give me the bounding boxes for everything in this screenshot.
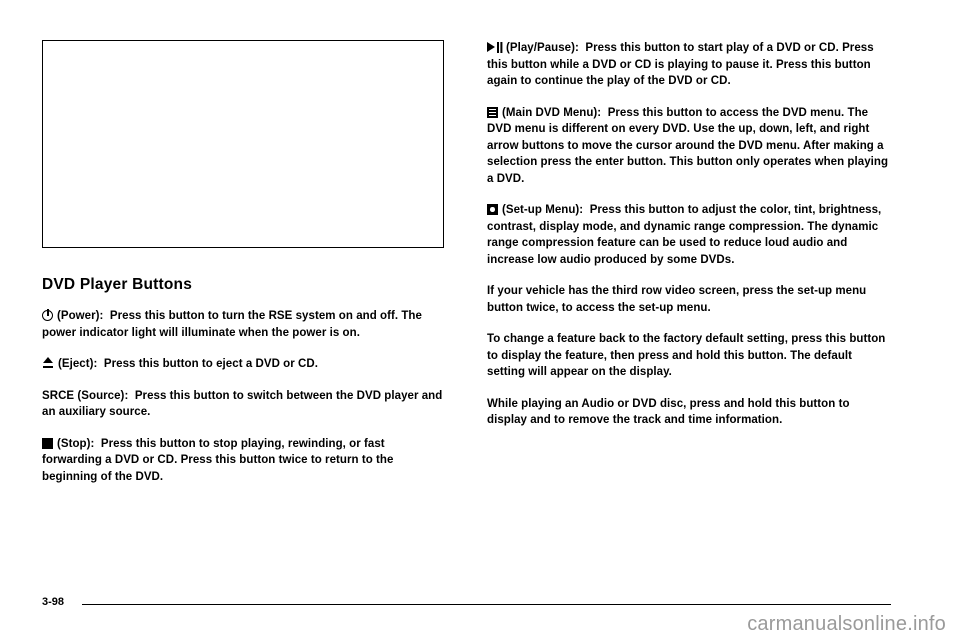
left-column [42,40,446,500]
entry-main-dvd-menu-label: (Main DVD Menu): [502,106,602,119]
entry-eject-label: (Eject): [58,358,98,370]
dvd-player-illustration [42,40,444,248]
entry-play-pause [487,40,891,90]
paragraph-factory-default: To change a feature back to the factory default setting, press this button to display the feature, then press and hold this button. The default setting will appear on the display. [487,333,886,378]
entry-set-up-menu-label: (Set-up Menu): [502,204,584,216]
footer-divider [82,604,891,605]
entry-source-text: Press this button to switch between the DVD player and an auxiliary source. [42,389,443,418]
entry-source [42,388,446,421]
entry-play-pause-label: (Play/Pause): [506,42,579,54]
entry-stop-label: (Stop): [57,437,95,450]
entry-play-pause-text: Press this button to start play of a DVD or CD. Press this button while a DVD or CD is playing to pause it. Press this button again to continue the play of the DVD or CD. [487,42,874,87]
entry-main-dvd-menu-text: Press this button to access the DVD menu. The DVD menu is different on every DVD. Use the up, down, left, and right arrow buttons to move the cursor around the DVD menu. After making a selection press the enter button. This button only operates when playing a DVD. [487,106,889,185]
entry-power-label: (Power): [57,310,104,322]
paragraph-third-row-screen: If your vehicle has the third row video screen, press the set-up menu button twice, to access the set-up menu. [487,285,867,314]
watermark: carmanualsonline.info [747,613,946,635]
power-icon [42,310,53,321]
entry-main-dvd-menu [487,105,891,188]
entry-stop [42,436,446,486]
entry-eject [42,356,446,373]
entry-power [42,308,446,341]
entry-power-text: Press this button to turn the RSE system on and off. The power indicator light will illuminate when the power is on. [42,310,422,339]
stop-icon [42,438,53,449]
page-number: 3-98 [42,596,65,608]
entry-stop-text: Press this button to stop playing, rewinding, or fast forwarding a DVD or CD. Press this button twice to return to the beginning of the DVD. [42,437,394,483]
set-up-menu-icon [487,204,498,215]
main-dvd-menu-icon [487,107,498,118]
play-pause-icon [487,41,502,53]
entry-set-up-menu [487,202,891,268]
page-title: DVD Player Buttons [42,276,193,293]
right-column [487,40,891,444]
entry-set-up-menu-text: Press this button to adjust the color, tint, brightness, contrast, display mode, and dynamic range compression. The dynamic range compression feature can be used to reduce loud audio and increase low audio produced by some DVDs. [487,204,882,266]
paragraph-track-time-info: While playing an Audio or DVD disc, press and hold this button to display and to remove the track and time information. [487,397,850,426]
entry-eject-text: Press this button to eject a DVD or CD. [103,358,318,370]
eject-icon [42,357,54,369]
entry-source-label: SRCE (Source): [42,389,129,402]
